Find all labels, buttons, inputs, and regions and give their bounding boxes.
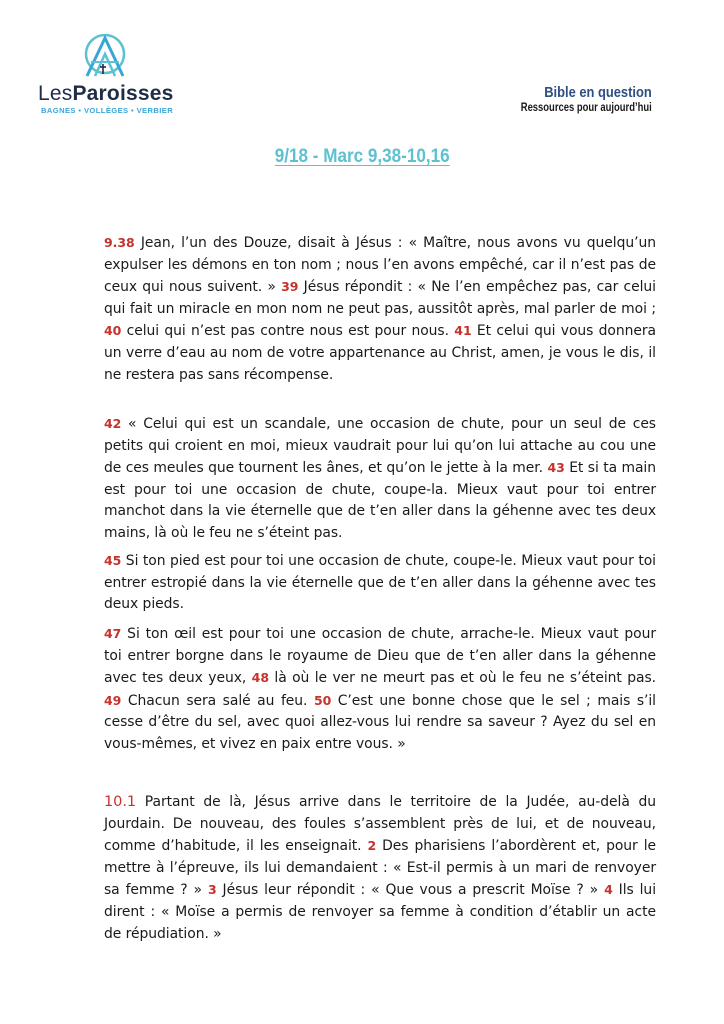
verse-text: C’est une bonne chose que le sel ; mais s’il cesse d’être du sel, avec quoi allez-vous lui rendre sa saveur ? Ayez du sel en vous-mêmes, et vivez en paix entre vous. »	[104, 692, 656, 752]
verse-number: 45	[104, 553, 122, 568]
verse-text: Des pharisiens l’abordèrent et, pour le mettre à l’épreuve, ils lui demandaient : « Est-il permis à un mari de renvoyer sa femme ? »	[104, 838, 656, 899]
verse-text: Et celui qui vous donnera un verre d’eau au nom de votre appartenance au Christ, amen, je vous le dis, il ne restera pas sans récompense.	[104, 323, 656, 383]
verse-number: 2	[367, 838, 377, 854]
paragraph-4	[104, 623, 656, 756]
verse-text: Ils lui dirent : « Moïse a permis de renvoyer sa femme à condition d’établir un acte de répudiation. »	[104, 882, 656, 942]
verse-text: là où le ver ne meurt pas et où le feu ne s’éteint pas.	[268, 670, 656, 687]
verse-text: Jésus répondit : « Ne l’en empêchez pas, car celui qui fait un miracle en mon nom ne peut pas, aussitôt après, mal parler de moi ;	[104, 279, 656, 317]
verse-number: 48	[251, 670, 269, 686]
verse-text: Si ton œil est pour toi une occasion de chute, arrache-le. Mieux vaut pour toi entrer borgne dans le royaume de Dieu que de t’en aller dans la géhenne avec tes deux yeux,	[104, 626, 656, 687]
series-header	[492, 84, 652, 114]
paragraph-1	[104, 232, 656, 386]
verse-number: 9.38	[104, 235, 135, 250]
verse-number: 39	[281, 279, 299, 295]
verse-number: 42	[104, 416, 122, 431]
verse-number: 50	[313, 692, 332, 708]
paragraph-3	[104, 550, 656, 616]
verse-text: Jean, l’un des Douze, disait à Jésus : « Maître, nous avons vu quelqu’un expulser les démons en ton nom ; nous l’en avons empêché, car il n’est pas de ceux qui nous suivent. »	[104, 235, 656, 296]
verse-number: 3	[207, 882, 217, 898]
verse-number: 40	[104, 323, 122, 339]
title-text: 9/18 - Marc 9,38-10,16	[274, 146, 450, 167]
verse-number: 47	[104, 626, 122, 641]
verse-number: 43	[547, 460, 565, 476]
verse-text: Chacun sera salé au feu.	[121, 692, 314, 709]
logo-emblem-icon	[81, 32, 133, 80]
verse-number: 49	[104, 692, 122, 708]
verse-number: 10.1	[104, 794, 137, 810]
verse-number: 4	[604, 882, 613, 898]
verse-text: Jésus leur répondit : « Que vous a prescrit Moïse ? »	[216, 882, 605, 899]
parish-logo	[38, 32, 178, 115]
paragraph-2	[104, 413, 656, 545]
logo-wordmark: LesParoisses	[38, 82, 174, 105]
document-title	[0, 146, 724, 168]
series-subtitle: Ressources pour aujourd’hui	[521, 102, 652, 114]
verse-text: Si ton pied est pour toi une occasion de chute, coupe-le. Mieux vaut pour toi entrer estropié dans la vie éternelle que de t’en aller dans la géhenne avec tes deux pieds.	[104, 553, 656, 613]
paragraph-5	[104, 792, 656, 945]
verse-text: Et si ta main est pour toi une occasion de chute, coupe-la. Mieux vaut pour toi entrer manchot dans la vie éternelle que de t’en aller dans la géhenne avec tes deux mains, là où le feu ne s’éteint pas.	[104, 460, 656, 541]
verse-text: Partant de là, Jésus arrive dans le territoire de la Judée, au-delà du Jourdain. De nouveau, des foules s’assemblent près de lui, et de nouveau, comme d’habitude, il les enseignait.	[104, 794, 656, 855]
verse-number: 41	[454, 323, 472, 339]
series-title: Bible en question	[544, 84, 652, 101]
logo-subtitle: BAGNES • VOLLÈGES • VERBIER	[41, 106, 174, 115]
verse-text: « Celui qui est un scandale, une occasion de chute, pour un seul de ces petits qui croient en moi, mieux vaudrait pour lui qu’on lui attache au cou une de ces meules que tournent les ânes, et qu’on le jette à la mer.	[104, 416, 656, 477]
verse-text: celui qui n’est pas contre nous est pour nous.	[121, 323, 455, 340]
